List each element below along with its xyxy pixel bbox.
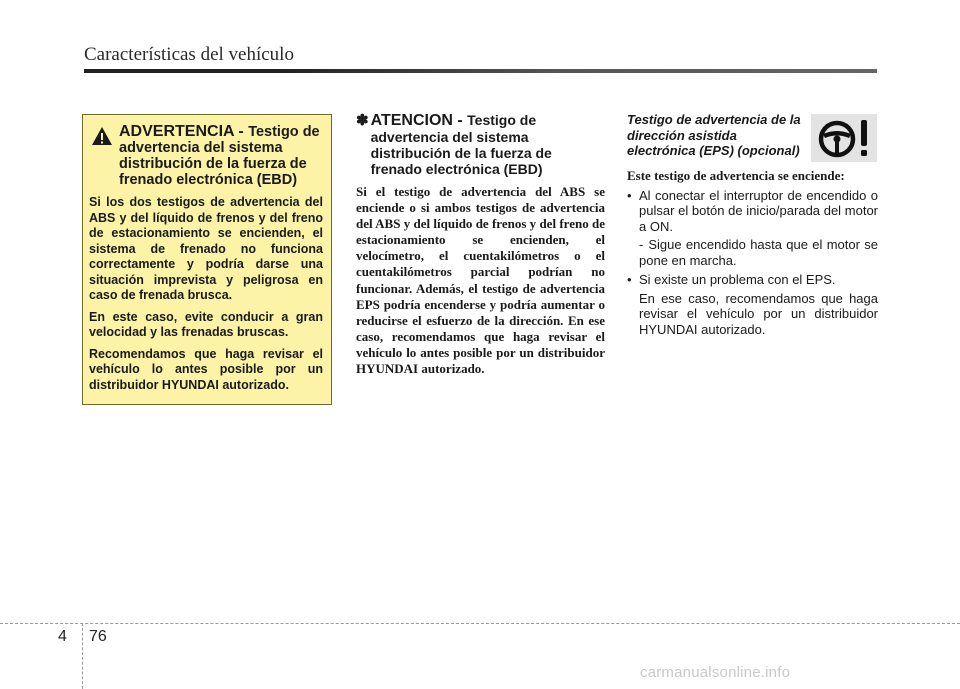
dash-glyph: - bbox=[639, 237, 644, 252]
footer-divider bbox=[82, 623, 83, 689]
caution-title-rest: Testigo de advertencia del sistema distribución de la fuerza de frenado electrónica (EBD) bbox=[370, 112, 552, 177]
warning-triangle-icon bbox=[91, 126, 113, 146]
warning-paragraph: Si los dos testigos de advertencia del ABS y del líquido de frenos y del freno de estacionamiento se encienden, el sistema de frenado no funciona correctamente y podría darse una situación imprevista y peligrosa en caso de frenada brusca. bbox=[89, 195, 323, 302]
caution-section bbox=[356, 112, 605, 377]
eps-lead: Este testigo de advertencia se enciende: bbox=[627, 167, 845, 183]
list-item-sub-text: Sigue encendido hasta que el motor se pone en marcha. bbox=[639, 237, 878, 268]
warning-heading bbox=[89, 124, 323, 188]
eps-condition-list bbox=[627, 188, 878, 338]
caution-body: Si el testigo de advertencia del ABS se enciende o si ambos testigos de advertencia del ABS y del líquido de frenos y del freno de estacionamiento se encienden, el velocímetro, el cuentakilómetros o el cuentakilómetros parcial podrían no funcionar. Además, el testigo de advertencia EPS podría encenderse y podría aumentar o reducirse el esfuerzo de la dirección. En ese caso, recomendamos que haga revisar el vehículo lo antes posible por un distribuidor HYUNDAI autorizado. bbox=[356, 184, 605, 377]
bullet-icon: • bbox=[627, 187, 632, 203]
caution-mark-icon: ✽ bbox=[356, 112, 369, 129]
steering-wheel-warning-icon bbox=[811, 114, 877, 162]
warning-title bbox=[119, 124, 323, 188]
list-item-text: Al conectar el interruptor de encendido o pulsar el botón de inicio/parada del motor a ON. bbox=[639, 187, 878, 234]
list-item-sub bbox=[627, 237, 878, 268]
eps-title: Testigo de advertencia de la dirección asistida electrónica (EPS) (opcional) bbox=[627, 112, 801, 158]
caution-title bbox=[371, 112, 605, 177]
page-section-number: 4 bbox=[58, 628, 67, 645]
warning-title-lead: ADVERTENCIA - bbox=[119, 123, 249, 140]
page-header-title: Características del vehículo bbox=[84, 44, 294, 65]
header-rule bbox=[84, 69, 877, 73]
warning-paragraph: En este caso, evite conducir a gran velocidad y las frenadas bruscas. bbox=[89, 309, 323, 339]
bullet-icon: • bbox=[627, 272, 632, 287]
list-item-sub bbox=[639, 291, 878, 338]
list-item-sub-text: En ese caso, recomendamos que haga revisar el vehículo por un distribuidor HYUNDAI autorizado. bbox=[639, 290, 878, 337]
list-item bbox=[627, 272, 878, 337]
eps-section bbox=[627, 112, 878, 341]
list-item bbox=[627, 188, 878, 269]
warning-paragraph: Recomendamos que haga revisar el vehículo lo antes posible por un distribuidor HYUNDAI autorizado. bbox=[89, 346, 323, 392]
watermark: carmanualsonline.info bbox=[640, 664, 791, 681]
warning-title-rest: Testigo de advertencia del sistema distribución de la fuerza de frenado electrónica (EBD) bbox=[119, 124, 320, 188]
list-item-text: Si existe un problema con el EPS. bbox=[639, 272, 836, 287]
caution-heading bbox=[356, 112, 605, 177]
footer-rule bbox=[0, 623, 960, 624]
caution-title-lead: ATENCION - bbox=[370, 112, 468, 129]
warning-box bbox=[82, 114, 332, 405]
page-number: 76 bbox=[89, 628, 107, 645]
